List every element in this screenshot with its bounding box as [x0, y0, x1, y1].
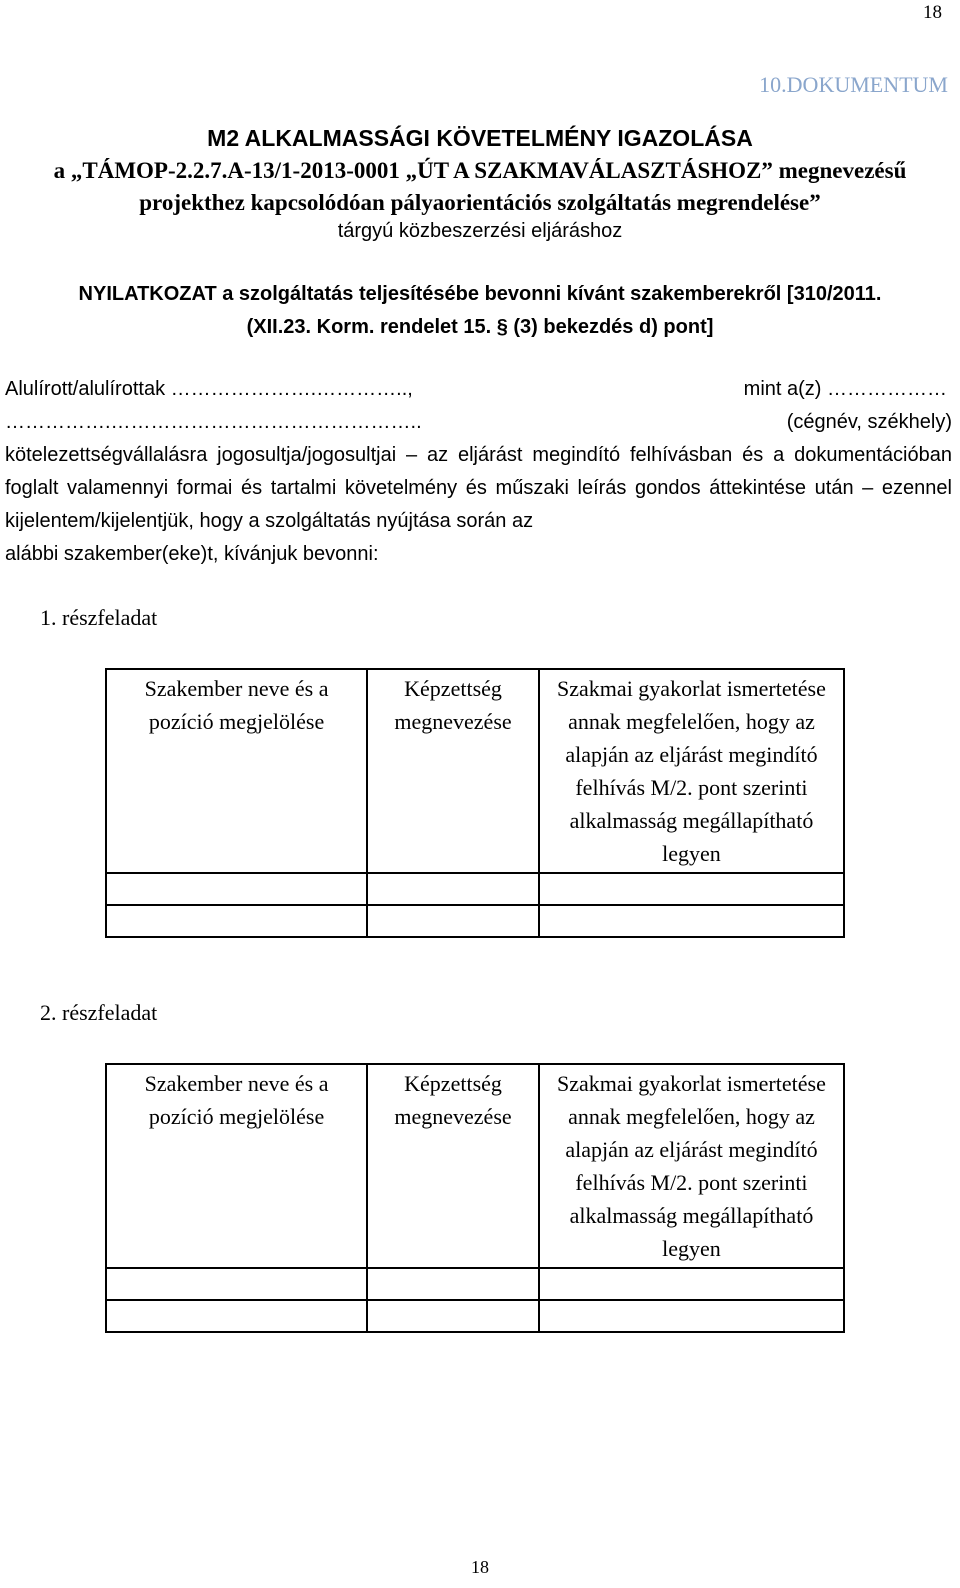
section-1-label: 1. részfeladat	[40, 605, 158, 630]
header-experience: Szakmai gyakorlat ismertetése annak megfelelően, hogy az alapján az eljárást megindító felhívás M/2. pont szerinti alkalmasság megállapítható legyen	[539, 669, 844, 873]
signatory-name-blank: Alulírott/alulírottak ………………….…………..,	[5, 378, 413, 400]
table-cell[interactable]	[539, 905, 844, 937]
table-row	[106, 905, 844, 937]
table-cell[interactable]	[106, 1268, 367, 1300]
table-cell[interactable]	[539, 873, 844, 905]
company-hint: (cégnév, székhely)	[786, 411, 952, 433]
section-2-table	[105, 1063, 845, 1333]
declaration-line-1: NYILATKOZAT a szolgáltatás teljesítésébe bevonni kívánt szakemberekről [310/2011.	[78, 283, 882, 305]
signatory-line	[5, 373, 952, 406]
paragraph-text: kötelezettségvállalásra jogosultja/jogosultjai – az eljárást megindító felhívásban és a dokumentációban foglalt valamennyi formai és tartalmi követelmény és műszaki leírás gondos áttekintése után – ezennel kijelentem/kijelentjük, hogy a szolgáltatás nyújtása során az	[5, 444, 952, 532]
table-cell[interactable]	[539, 1268, 844, 1300]
header-expert-name: Szakember neve és a pozíció megjelölése	[106, 669, 367, 873]
table-cell[interactable]	[539, 1300, 844, 1332]
table-row	[106, 873, 844, 905]
header-expert-name: Szakember neve és a pozíció megjelölése	[106, 1064, 367, 1268]
table-header-row	[106, 1064, 844, 1268]
title-line-1: M2 ALKALMASSÁGI KÖVETELMÉNY IGAZOLÁSA	[207, 125, 753, 151]
table-cell[interactable]	[367, 1300, 539, 1332]
table-row	[106, 1300, 844, 1332]
table-cell[interactable]	[106, 873, 367, 905]
table-cell[interactable]	[367, 873, 539, 905]
title-line-2: a „TÁMOP-2.2.7.A-13/1-2013-0001 „ÚT A SZAKMAVÁLASZTÁSHOZ” megnevezésű	[53, 158, 907, 183]
declaration-heading	[10, 278, 950, 344]
header-experience: Szakmai gyakorlat ismertetése annak megfelelően, hogy az alapján az eljárást megindító felhívás M/2. pont szerinti alkalmasság megállapítható legyen	[539, 1064, 844, 1268]
company-line	[5, 406, 952, 439]
table-row	[106, 1268, 844, 1300]
table-cell[interactable]	[106, 905, 367, 937]
page-number-bottom: 18	[471, 1557, 489, 1577]
table-cell[interactable]	[367, 1268, 539, 1300]
signatory-role-blank: mint a(z) ………………	[743, 378, 947, 400]
declaration-paragraph	[5, 439, 952, 571]
table-cell[interactable]	[367, 905, 539, 937]
header-qualification: Képzettség megnevezése	[367, 669, 539, 873]
declaration-line-2: (XII.23. Korm. rendelet 15. § (3) bekezdés d) pont]	[246, 316, 714, 338]
section-1-table	[105, 668, 845, 938]
header-qualification: Képzettség megnevezése	[367, 1064, 539, 1268]
section-2-label: 2. részfeladat	[40, 1000, 158, 1025]
document-label: 10.DOKUMENTUM	[759, 72, 948, 97]
title-line-3: projekthez kapcsolódóan pályaorientációs szolgáltatás megrendelése”	[139, 190, 821, 215]
table-header-row	[106, 669, 844, 873]
paragraph-last-line: alábbi szakember(eke)t, kívánjuk bevonni:	[5, 543, 379, 565]
page-number-top: 18	[923, 2, 942, 23]
table-cell[interactable]	[106, 1300, 367, 1332]
title-line-4: tárgyú közbeszerzési eljáráshoz	[337, 220, 623, 242]
company-blank: …………….………………………………………..	[5, 411, 422, 433]
